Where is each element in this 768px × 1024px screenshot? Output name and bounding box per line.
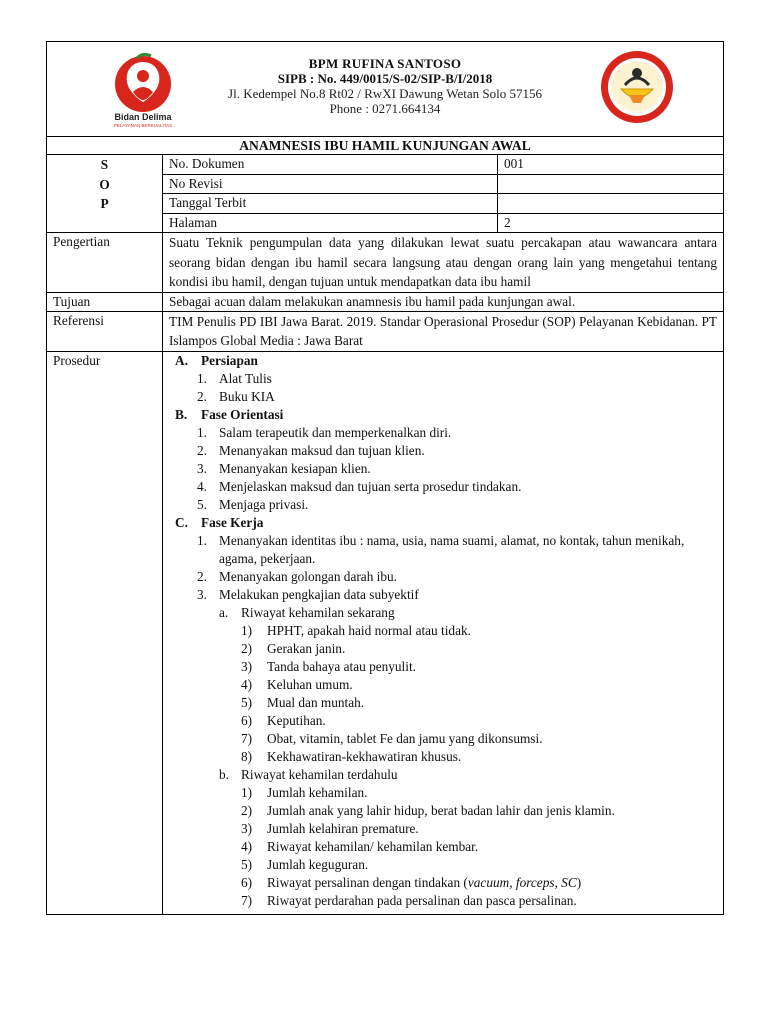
ibi-logo [599, 49, 675, 125]
meta-value-revision [498, 174, 724, 194]
list-item: 4. Menjelaskan maksud dan tujuan serta prosedur tindakan. [197, 478, 522, 494]
sublist-heading-current-pregnancy: a. Riwayat kehamilan sekarang [219, 604, 395, 620]
list-item: 7) Riwayat perdarahan pada persalinan dan pasca persalinan. [241, 892, 577, 908]
meta-label-page: Halaman [163, 213, 498, 233]
list-item: 4) Keluhan umum. [241, 676, 353, 692]
meta-value-document-number: 001 [498, 155, 724, 175]
list-item: 5) Mual dan muntah. [241, 694, 365, 710]
left-logo-subtitle: PELAYANAN BERKUALITAS [113, 123, 173, 128]
list-item: 2) Jumlah anak yang lahir hidup, berat badan lahir dan jenis klamin. [241, 802, 615, 818]
section-persiapan: A. Persiapan [175, 352, 258, 368]
tujuan-label: Tujuan [47, 292, 163, 311]
list-item: 1. Menanyakan identitas ibu : nama, usia, nama suami, alamat, no kontak, tahun menikah, agama, pekerjaan. [197, 532, 685, 566]
prosedur-content [163, 351, 724, 914]
sipb-number: SIPB : No. 449/0015/S-02/SIP-B/I/2018 [277, 71, 493, 86]
sop-letter: S [100, 157, 109, 172]
list-item: 3. Menanyakan kesiapan klien. [197, 460, 371, 476]
clinic-name: BPM RUFINA SANTOSO [308, 56, 462, 71]
list-item: 3) Tanda bahaya atau penyulit. [241, 658, 416, 674]
list-item: 2. Menanyakan maksud dan tujuan klien. [197, 442, 425, 458]
meta-value-page: 2 [498, 213, 724, 233]
meta-label-document-number: No. Dokumen [163, 155, 498, 175]
list-item: 1) Jumlah kehamilan. [241, 784, 368, 800]
sop-document [46, 41, 723, 915]
meta-label-issue-date: Tanggal Terbit [163, 194, 498, 214]
sop-label [47, 155, 163, 233]
section-fase-orientasi: B. Fase Orientasi [175, 406, 284, 422]
list-item: 3. Melakukan pengkajian data subyektif [197, 586, 419, 602]
list-item: 5) Jumlah keguguran. [241, 856, 369, 872]
document-title: ANAMNESIS IBU HAMIL KUNJUNGAN AWAL [47, 137, 724, 155]
prosedur-label: Prosedur [47, 351, 163, 914]
list-item: 2. Menanyakan golongan darah ibu. [197, 568, 397, 584]
sublist-heading-previous-pregnancy: b. Riwayat kehamilan terdahulu [219, 766, 398, 782]
list-item: 4) Riwayat kehamilan/ kehamilan kembar. [241, 838, 479, 854]
sop-table [46, 41, 724, 915]
list-item: 7) Obat, vitamin, tablet Fe dan jamu yang dikonsumsi. [241, 730, 543, 746]
letterhead [47, 42, 724, 137]
list-item: 1. Alat Tulis [197, 370, 272, 386]
list-item: 3) Jumlah kelahiran premature. [241, 820, 419, 836]
pengertian-text: Suatu Teknik pengumpulan data yang dilakukan lewat suatu percakapan atau wawancara antara seorang bidan dengan ibu hamil secara langsung atau dengan orang lain yang mengetahui tentang kondisi ibu hamil, dengan tujuan untuk mendapatkan data ibu hamil [163, 233, 724, 293]
list-item: 2. Buku KIA [197, 388, 275, 404]
sop-letter: O [99, 176, 110, 192]
list-item: 8) Kekhawatiran-kekhawatiran khusus. [241, 748, 462, 764]
list-item: 2) Gerakan janin. [241, 640, 346, 656]
referensi-label: Referensi [47, 311, 163, 351]
right-logo-text: IKATAN BIDAN INDONESIA [607, 91, 667, 118]
clinic-address: Jl. Kedempel No.8 Rt02 / RwXI Dawung Wetan Solo 57156 [228, 86, 542, 101]
meta-label-revision: No Revisi [163, 174, 498, 194]
pengertian-label: Pengertian [47, 233, 163, 293]
left-logo-title: Bidan Delima [114, 112, 172, 122]
sop-letter: P [100, 196, 109, 211]
clinic-phone: Phone : 0271.664134 [329, 101, 441, 116]
tujuan-text: Sebagai acuan dalam melakukan anamnesis ibu hamil pada kunjungan awal. [163, 292, 724, 311]
list-item: 6) Riwayat persalinan dengan tindakan (vacuum, forceps, SC) [241, 874, 582, 890]
section-fase-kerja: C. Fase Kerja [175, 514, 264, 530]
list-item: 1. Salam terapeutik dan memperkenalkan diri. [197, 424, 452, 440]
list-item: 5. Menjaga privasi. [197, 496, 309, 512]
referensi-text: TIM Penulis PD IBI Jawa Barat. 2019. Standar Operasional Prosedur (SOP) Pelayanan Kebidanan. PT Islampos Global Media : Jawa Barat [163, 311, 724, 351]
list-item: 6) Keputihan. [241, 712, 326, 728]
list-item: 1) HPHT, apakah haid normal atau tidak. [241, 622, 471, 638]
meta-value-issue-date [498, 194, 724, 214]
